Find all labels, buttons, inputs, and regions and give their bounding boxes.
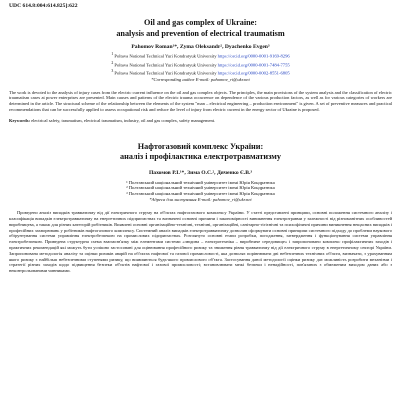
affiliation-en-2 — [9, 60, 392, 69]
title-en — [9, 18, 392, 39]
title-en-line-1: Oil and gas complex of Ukraine: — [143, 18, 258, 27]
title-en-line-2: analysis and prevention of electrical traumatism — [116, 28, 285, 38]
keywords-list: electrical safety, traumatism, electrical traumatism, industry, oil and gas complex, safety management. — [31, 117, 216, 123]
affiliation-org: Poltava National Technical Yuri Kondratyuk University — [114, 62, 217, 68]
authors-uk: Пахомов Р.І.¹*, Зима О.С.², Дяченко Є.В.³ — [148, 169, 253, 176]
title-uk-line-2: аналіз і профілактика електротравматизму — [120, 152, 281, 162]
affiliation-en-1 — [9, 51, 392, 60]
affiliation-sup: 3 — [111, 69, 114, 74]
authors-en: Pahomov Roman¹*, Zyma Oleksandr², Dyachenko Evgen³ — [131, 44, 270, 50]
title-uk-line-1: Нафтогазовий комплекс України: — [137, 141, 264, 151]
affiliation-sup: 2 — [111, 60, 114, 65]
title-uk — [9, 142, 392, 163]
affiliation-org: Poltava National Technical Yuri Kondratyuk University — [114, 53, 217, 59]
affiliations-uk — [9, 180, 392, 198]
affiliation-sup: 1 — [111, 52, 114, 56]
abstract-uk: Проведено аналіз випадків травматизму від дії електричного струму на об'єктах нафтогазового комплексу України. У статті представлені принципи, основні положення системного аналізу і класифікація випадків електротравматизму на енергетичних підприємствах та визначені основні причини і закономірності виникнення електротравми у залежності від різноманітних особливостей виробництва, а також для різних категорій робітників. Виявлені основні організаційно-технічні, технічні, організаційні, санітарно-гігієнічні та психофізичні причини виникнення нещасних випадків і професійних захворювань у робітників нафтогазового комплексу. Системний аналіз випадків електротравматизму дозволив сформувати основні принципи системного підходу до проблеми наукового обґрунтування системи управління електробезпекою на промислових підприємствах. Розглянуто основні етапи розробки, погодження, затвердження і функціонування системи управління електробезпекою. Приведена структурна схема взаємозв'язку між елементами системи «людина – електротехніка – виробниче середовище» і запропоновано комплекс профілактичних заходів і практичних рекомендацій які можуть бути успішно застосовані для оцінювання професійного ризику та зниження рівня травматизму від дії електричного струму в енергетичному секторі України. Запропонована методологія аналізу та оцінки ризиків аварій на об'єктах нафтової та газової промисловості, яка дозволяє порівнювати дві небезпечних технічних об'єкти, визначати, з урахуванням якого ризику є найбільш небезпечними ступенями ризику, що виявляються будь-якого промислового об'єкта. Застосування даної методології оцінки ризику дає можливість розробити механізми і стратегії різних заходів щодо підвищення безпеки об'єктів нафтової і газової промисловості; встановлювати межі безпеки і ненадійності, пов'язаних з обмеженим виходом даних або з неконтрольованими чинниками. — [9, 210, 392, 274]
affiliation-en-3 — [9, 68, 392, 77]
keywords-en — [9, 118, 392, 124]
corresponding-author-uk: *Адреса для листування E-mail: pahomov_ri@ukr.net — [149, 197, 252, 203]
keywords-label: Keywords: — [9, 117, 30, 123]
orcid-link[interactable]: https://orcid.org/0000-0002-8551-6805 — [217, 70, 290, 76]
abstract-en: The work is devoted to the analysis of injury cases from the electric current influence on the oil and gas complex objects. The principles, the main provisions of the system analysis and the classification of electric traumatism cases at power enterprises are presented. Main causes and patterns of the electric trauma occurrence on dependence of the various production factors, as well as for various categories of workers are determined in the article. The structural scheme of the relationship between the elements of the system "man – electrical engineering – production environment" is given. A set of preventive measures and practical recommendations that can be successfully applied to assess occupational risk and reduce the level of injury from electric current in the energy sector of Ukraine is proposed. — [9, 89, 392, 112]
corresponding-author-en: *Corresponding author E-mail: pahomov_ri@ukr.net — [151, 76, 250, 82]
affiliation-org: Poltava National Technical Yuri Kondratyuk University — [114, 70, 217, 76]
orcid-link[interactable]: https://orcid.org/0000-0001-7484-7755 — [217, 62, 290, 68]
orcid-link[interactable]: https://orcid.org/0000-0001-9169-8296 — [217, 53, 290, 59]
affiliation-uk-1: ¹ Полтавський національний технічний університет імені Юрія Кондратюка — [126, 179, 275, 185]
udc-code: UDC 614.8:004:614.825]:622 — [9, 3, 78, 9]
affiliation-uk-3: ³ Полтавський національний технічний університет імені Юрія Кондратюка — [126, 191, 275, 197]
affiliations-en — [9, 51, 392, 77]
affiliation-uk-2: ² Полтавський національний технічний університет імені Юрія Кондратюка — [126, 185, 275, 191]
